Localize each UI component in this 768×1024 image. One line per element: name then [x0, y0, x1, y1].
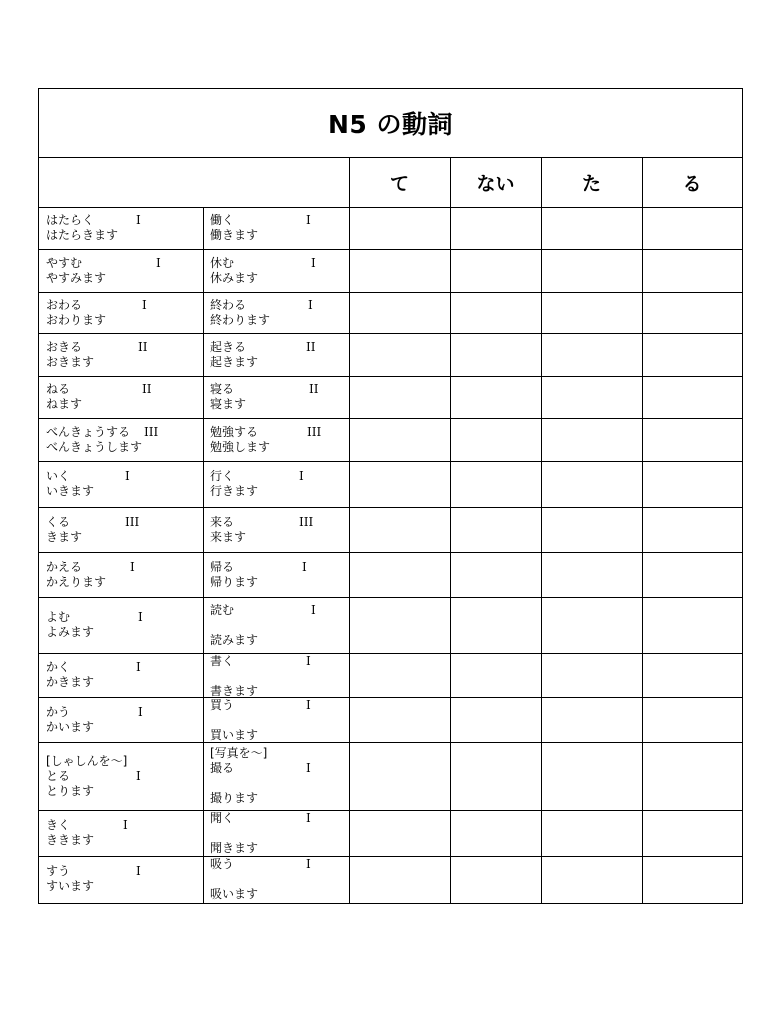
verb-group-label: I: [136, 660, 141, 674]
answer-cell-ta[interactable]: [541, 250, 642, 292]
answer-cell-ru[interactable]: [642, 811, 742, 856]
kana-cell: [39, 654, 203, 697]
kanji-cell: [204, 698, 349, 742]
header-te: て: [389, 172, 409, 195]
answer-cell-te[interactable]: [349, 377, 450, 418]
verb-group-label: I: [138, 610, 143, 624]
verb-group-label: II: [142, 382, 152, 396]
verb-row: [39, 654, 742, 698]
answer-cell-nai[interactable]: [450, 250, 541, 292]
answer-cell-nai[interactable]: [450, 462, 541, 507]
verb-group-label: I: [306, 761, 311, 775]
kanji-line: 読む: [210, 603, 235, 617]
kanji-cell: [204, 857, 349, 902]
answer-cell-nai[interactable]: [450, 743, 541, 810]
verb-row: [39, 462, 742, 508]
answer-cell-nai[interactable]: [450, 508, 541, 552]
verb-group-label: I: [306, 857, 311, 871]
kanji-cell: [204, 377, 349, 418]
kanji-line: 買います: [210, 728, 259, 742]
kana-line: やすむ: [46, 256, 83, 270]
answer-cell-ta[interactable]: [541, 419, 642, 461]
kanji-line: 書きます: [210, 684, 259, 698]
kanji-line: 勉強する: [210, 425, 259, 439]
kanji-line: [写真を〜]: [210, 746, 268, 760]
answer-cell-te[interactable]: [349, 293, 450, 333]
kana-line: かう: [46, 705, 71, 719]
divider-ta: [541, 157, 542, 903]
verb-group-label: I: [311, 603, 316, 617]
answer-cell-ta[interactable]: [541, 743, 642, 810]
verb-group-label: I: [136, 213, 141, 227]
answer-cell-te[interactable]: [349, 462, 450, 507]
kanji-cell: [204, 598, 349, 653]
answer-cell-ru[interactable]: [642, 208, 742, 249]
answer-cell-ru[interactable]: [642, 293, 742, 333]
kana-cell: [39, 553, 203, 597]
kana-line: よみます: [46, 625, 95, 639]
answer-cell-nai[interactable]: [450, 811, 541, 856]
answer-cell-ta[interactable]: [541, 598, 642, 653]
kana-cell: [39, 293, 203, 333]
kanji-line: 寝ます: [210, 397, 247, 411]
kanji-line: 働く: [210, 213, 235, 227]
kanji-line: 起きる: [210, 340, 247, 354]
kanji-line: 終わります: [210, 313, 271, 327]
answer-cell-te[interactable]: [349, 208, 450, 249]
answer-cell-nai[interactable]: [450, 208, 541, 249]
answer-cell-ru[interactable]: [642, 419, 742, 461]
kanji-line: 来る: [210, 515, 235, 529]
answer-cell-ru[interactable]: [642, 377, 742, 418]
answer-cell-ru[interactable]: [642, 698, 742, 742]
kanji-cell: [204, 743, 349, 810]
answer-cell-ta[interactable]: [541, 208, 642, 249]
kana-line: かきます: [46, 675, 95, 689]
kana-line: かく: [46, 660, 71, 674]
kana-line: はたらきます: [46, 228, 119, 242]
kanji-cell: [204, 419, 349, 461]
kana-line: [しゃしんを〜]: [46, 754, 128, 768]
kanji-cell: [204, 654, 349, 697]
kana-cell: [39, 743, 203, 810]
kanji-cell: [204, 553, 349, 597]
verb-row: [39, 419, 742, 462]
kanji-line: 起きます: [210, 355, 259, 369]
kana-line: おきます: [46, 355, 95, 369]
verb-group-label: III: [299, 515, 314, 529]
verb-group-label: II: [138, 340, 148, 354]
header-blank-cell: [39, 157, 349, 207]
kana-line: はたらく: [46, 213, 95, 227]
kanji-cell: [204, 811, 349, 856]
title-row: [39, 89, 742, 158]
answer-cell-ta[interactable]: [541, 698, 642, 742]
kanji-line: 来ます: [210, 530, 247, 544]
kana-cell: [39, 377, 203, 418]
divider-kana-kanji: [203, 208, 204, 903]
answer-cell-ta[interactable]: [541, 334, 642, 376]
answer-cell-te[interactable]: [349, 857, 450, 902]
kanji-cell: [204, 250, 349, 292]
verb-row: [39, 334, 742, 377]
verb-row: [39, 208, 742, 250]
answer-cell-te[interactable]: [349, 598, 450, 653]
verb-worksheet-table: [38, 88, 743, 904]
answer-cell-ru[interactable]: [642, 654, 742, 697]
kana-line: べんきょうします: [46, 440, 143, 454]
kanji-cell: [204, 508, 349, 552]
kanji-line: 勉強します: [210, 440, 271, 454]
header-ta: た: [581, 172, 601, 195]
answer-cell-te[interactable]: [349, 250, 450, 292]
divider-te: [349, 157, 350, 903]
kana-line: かえる: [46, 560, 83, 574]
kana-line: とる: [46, 769, 71, 783]
verb-row: [39, 553, 742, 598]
verb-group-label: III: [125, 515, 140, 529]
kana-cell: [39, 857, 203, 902]
kana-cell: [39, 334, 203, 376]
answer-cell-te[interactable]: [349, 654, 450, 697]
answer-cell-te[interactable]: [349, 743, 450, 810]
verb-row: [39, 743, 742, 811]
kanji-line: 聞きます: [210, 841, 259, 855]
answer-cell-ru[interactable]: [642, 553, 742, 597]
divider-nai: [450, 157, 451, 903]
answer-cell-nai[interactable]: [450, 698, 541, 742]
verb-group-label: I: [302, 560, 307, 574]
answer-cell-ta[interactable]: [541, 857, 642, 902]
verb-group-label: I: [123, 818, 128, 832]
verb-group-label: I: [136, 864, 141, 878]
answer-cell-nai[interactable]: [450, 654, 541, 697]
kanji-line: 行きます: [210, 484, 259, 498]
worksheet-title: N5 の動詞: [327, 110, 454, 139]
verb-group-label: I: [306, 213, 311, 227]
kana-cell: [39, 698, 203, 742]
answer-cell-ru[interactable]: [642, 598, 742, 653]
kanji-line: 帰ります: [210, 575, 259, 589]
verb-group-label: II: [306, 340, 316, 354]
kana-cell: [39, 811, 203, 856]
answer-cell-ru[interactable]: [642, 743, 742, 810]
kana-line: ねる: [46, 382, 71, 396]
answer-cell-ta[interactable]: [541, 293, 642, 333]
kanji-line: 買う: [210, 698, 235, 712]
verb-row: [39, 811, 742, 857]
answer-cell-ta[interactable]: [541, 654, 642, 697]
kanji-line: 撮る: [210, 761, 235, 775]
verb-group-label: I: [156, 256, 161, 270]
verb-group-label: I: [299, 469, 304, 483]
kanji-line: 撮ります: [210, 791, 259, 805]
kana-line: おわります: [46, 313, 107, 327]
answer-cell-nai[interactable]: [450, 419, 541, 461]
answer-cell-te[interactable]: [349, 811, 450, 856]
kanji-cell: [204, 208, 349, 249]
kana-line: ねます: [46, 397, 83, 411]
kana-line: おきる: [46, 340, 83, 354]
kana-line: すいます: [46, 879, 95, 893]
answer-cell-nai[interactable]: [450, 334, 541, 376]
answer-cell-ta[interactable]: [541, 553, 642, 597]
verb-row: [39, 508, 742, 553]
answer-cell-ru[interactable]: [642, 857, 742, 902]
kana-cell: [39, 598, 203, 653]
verb-row: [39, 293, 742, 334]
answer-cell-nai[interactable]: [450, 857, 541, 902]
kana-cell: [39, 250, 203, 292]
verb-row: [39, 250, 742, 293]
verb-group-label: I: [308, 298, 313, 312]
kana-line: おわる: [46, 298, 83, 312]
verb-group-label: I: [306, 698, 311, 712]
kanji-cell: [204, 462, 349, 507]
answer-cell-te[interactable]: [349, 553, 450, 597]
kanji-line: 働きます: [210, 228, 259, 242]
answer-cell-nai[interactable]: [450, 293, 541, 333]
verb-group-label: I: [306, 654, 311, 668]
answer-cell-ta[interactable]: [541, 462, 642, 507]
kana-line: べんきょうする: [46, 425, 131, 439]
kanji-line: 書く: [210, 654, 235, 668]
answer-cell-nai[interactable]: [450, 598, 541, 653]
answer-cell-te[interactable]: [349, 334, 450, 376]
kana-line: きく: [46, 818, 71, 832]
answer-cell-ru[interactable]: [642, 508, 742, 552]
kanji-line: 吸います: [210, 887, 259, 901]
answer-cell-ru[interactable]: [642, 334, 742, 376]
verb-group-label: I: [136, 769, 141, 783]
answer-cell-nai[interactable]: [450, 377, 541, 418]
kanji-line: 帰る: [210, 560, 235, 574]
answer-cell-ta[interactable]: [541, 811, 642, 856]
kana-line: よむ: [46, 610, 71, 624]
kana-line: くる: [46, 515, 71, 529]
divider-ru: [642, 157, 643, 903]
kana-line: きます: [46, 530, 83, 544]
header-row: [39, 157, 742, 208]
answer-cell-te[interactable]: [349, 419, 450, 461]
kana-line: とります: [46, 784, 95, 798]
verb-group-label: II: [309, 382, 319, 396]
verb-group-label: I: [142, 298, 147, 312]
kanji-cell: [204, 334, 349, 376]
kanji-line: 寝る: [210, 382, 235, 396]
answer-cell-ta[interactable]: [541, 508, 642, 552]
verb-row: [39, 377, 742, 419]
kana-line: かいます: [46, 720, 95, 734]
verb-group-label: I: [311, 256, 316, 270]
kanji-line: 休みます: [210, 271, 259, 285]
verb-row: [39, 857, 742, 902]
kana-line: いく: [46, 469, 71, 483]
kana-line: かえります: [46, 575, 107, 589]
answer-cell-ta[interactable]: [541, 377, 642, 418]
answer-cell-te[interactable]: [349, 508, 450, 552]
verb-row: [39, 598, 742, 654]
verb-row: [39, 698, 742, 743]
kana-cell: [39, 508, 203, 552]
verb-group-label: III: [307, 425, 322, 439]
kanji-line: 休む: [210, 256, 235, 270]
kanji-cell: [204, 293, 349, 333]
answer-cell-te[interactable]: [349, 698, 450, 742]
kana-line: すう: [46, 864, 71, 878]
kana-cell: [39, 208, 203, 249]
kanji-line: 読みます: [210, 633, 259, 647]
verb-group-label: I: [306, 811, 311, 825]
kanji-line: 聞く: [210, 811, 235, 825]
kanji-line: 吸う: [210, 857, 235, 871]
verb-group-label: III: [144, 425, 159, 439]
kanji-line: 終わる: [210, 298, 247, 312]
answer-cell-ru[interactable]: [642, 250, 742, 292]
header-nai: ない: [476, 172, 515, 195]
answer-cell-nai[interactable]: [450, 553, 541, 597]
verb-group-label: I: [138, 705, 143, 719]
kana-cell: [39, 419, 203, 461]
kana-line: いきます: [46, 484, 95, 498]
kana-cell: [39, 462, 203, 507]
kana-line: やすみます: [46, 271, 107, 285]
verb-group-label: I: [125, 469, 130, 483]
verb-group-label: I: [130, 560, 135, 574]
kana-line: ききます: [46, 833, 95, 847]
header-ru: る: [682, 172, 702, 195]
kanji-line: 行く: [210, 469, 235, 483]
answer-cell-ru[interactable]: [642, 462, 742, 507]
